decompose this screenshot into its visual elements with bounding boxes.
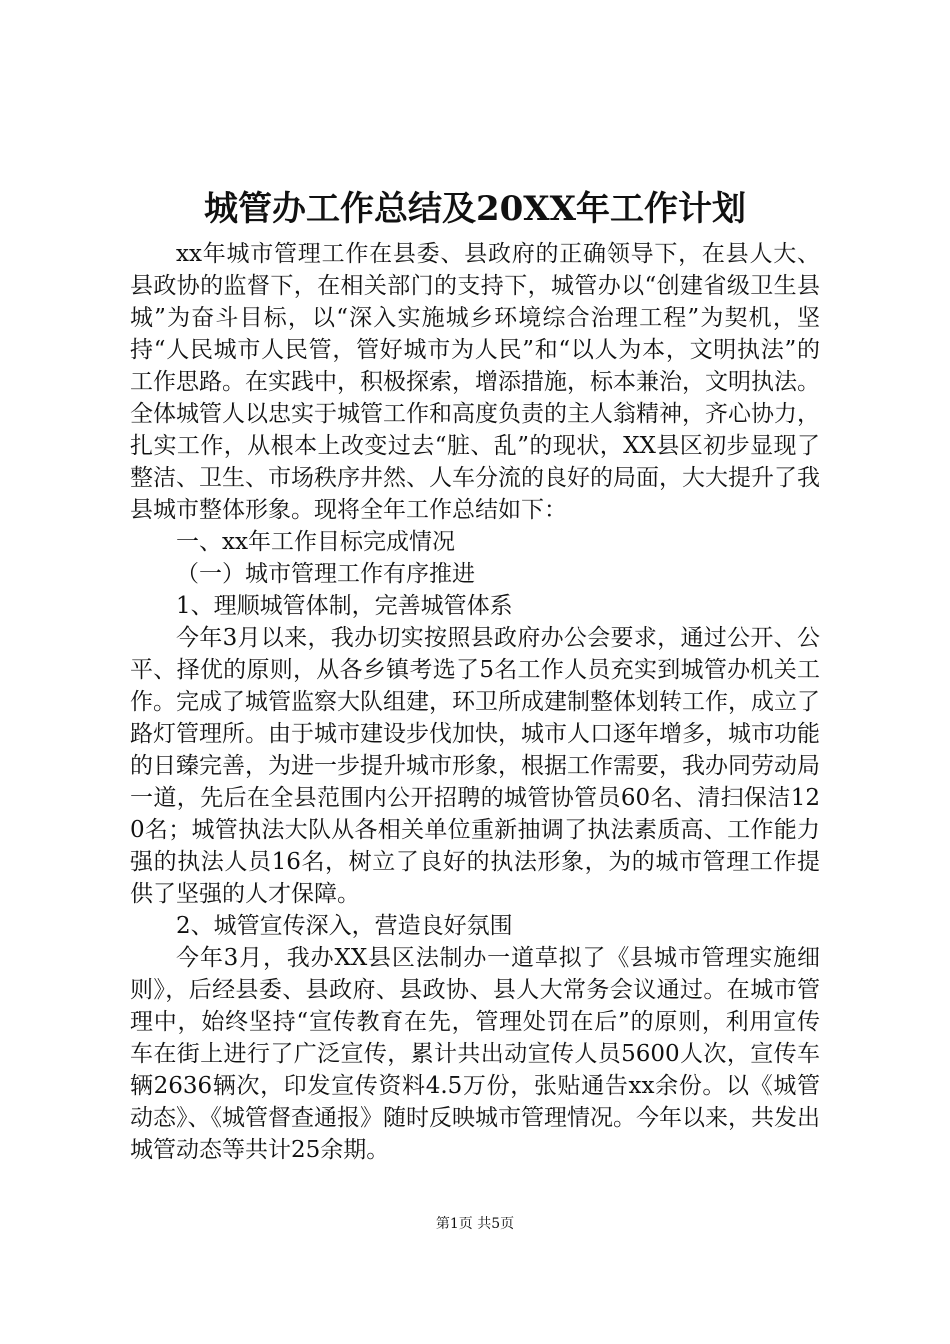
document-body	[130, 238, 820, 1166]
paragraph-item-1: 今年3月以来，我办切实按照县政府办公会要求，通过公开、公平、择优的原则，从各乡镇考选了5名工作人员充实到城管办机关工作。完成了城管监察大队组建，环卫所成建制整体划转工作，成立了路灯管理所。由于城市建设步伐加快，城市人口逐年增多，城市功能的日臻完善，为进一步提升城市形象，根据工作需要，我办同劳动局一道，先后在全县范围内公开招聘的城管协管员60名、清扫保洁120名；城管执法大队从各相关单位重新抽调了执法素质高、工作能力强的执法人员16名，树立了良好的执法形象，为的城市管理工作提供了坚强的人才保障。	[130, 625, 820, 907]
paragraph-intro: xx年城市管理工作在县委、县政府的正确领导下，在县人大、县政协的监督下，在相关部门的支持下，城管办以“创建省级卫生县城”为奋斗目标，以“深入实施城乡环境综合治理工程”为契机，坚持“人民城市人民管，管好城市为人民”和“以人为本，文明执法”的工作思路。在实践中，积极探索，增添措施，标本兼治，文明执法。全体城管人以忠实于城管工作和高度负责的主人翁精神，齐心协力，扎实工作，从根本上改变过去“脏、乱”的现状，XX县区初步显现了整洁、卫生、市场秩序井然、人车分流的良好的局面，大大提升了我县城市整体形象。现将全年工作总结如下：	[130, 241, 820, 523]
heading-item-2: 2、城管宣传深入，营造良好氛围	[176, 913, 513, 939]
page-number: 第1页 共5页	[435, 1216, 515, 1232]
heading-subsection-1: （一）城市管理工作有序推进	[176, 561, 475, 587]
heading-item-1: 1、理顺城管体制，完善城管体系	[176, 593, 513, 619]
paragraph-item-2: 今年3月，我办XX县区法制办一道草拟了《县城市管理实施细则》，后经县委、县政府、县政协、县人大常务会议通过。在城市管理中，始终坚持“宣传教育在先，管理处罚在后”的原则，利用宣传车在街上进行了广泛宣传，累计共出动宣传人员5600人次，宣传车辆2636辆次，印发宣传资料4.5万份，张贴通告xx余份。以《城管动态》、《城管督查通报》随时反映城市管理情况。今年以来，共发出城管动态等共计25余期。	[130, 945, 820, 1163]
document-title: 城管办工作总结及20XX年工作计划	[203, 189, 747, 229]
heading-section-1: 一、xx年工作目标完成情况	[176, 529, 455, 555]
